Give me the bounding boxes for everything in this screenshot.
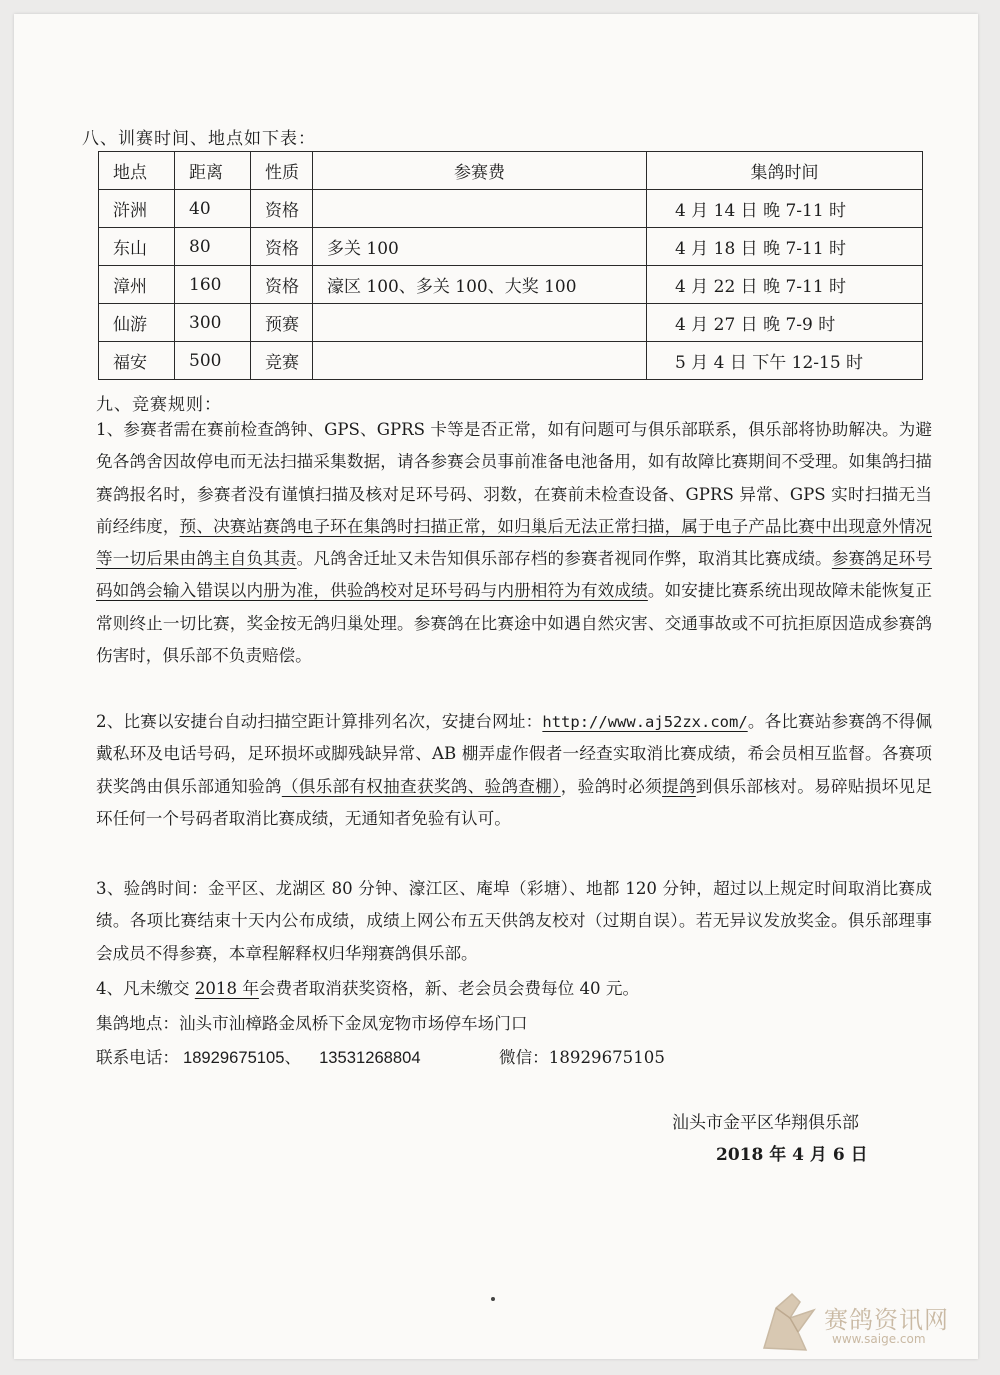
header-distance: 距离: [175, 152, 251, 190]
cell-place: 福安: [99, 342, 175, 380]
wechat: [499, 1044, 665, 1068]
rule-2-text-c: ，验鸽时必须: [560, 776, 663, 796]
rule-2-underline-b: 提鸽: [662, 776, 696, 796]
header-type: 性质: [251, 152, 313, 190]
rule-4-text-a: 4、凡未缴交: [96, 979, 195, 998]
watermark-name: 赛鸽资讯网: [824, 1306, 949, 1334]
rule-1-text-a: 1、参赛者需在赛前检查鸽钟、GPS、GPRS 卡等是否正常，如有问题可与俱乐部联系，俱乐部将协助解决。为避免各鸽舍因故停电而无法扫描采集数据，请各参赛会员事前准备电池备用，如有故障比赛期间不受理。如集鸽扫描赛鸽报名时，参赛者没有谨慎扫描及核对足环号码、羽数，在赛前未检查设备、GPRS 异常、GPS 实时扫描无当前经纬度，: [96, 420, 932, 536]
cell-type: 资格: [251, 266, 313, 304]
wechat-text: 微信：18929675105: [499, 1048, 665, 1067]
rule-2-text-a: 2、比赛以安捷台自动扫描空距计算排列名次，安捷台网址：: [96, 712, 543, 731]
stray-mark: [491, 1297, 495, 1301]
rule-1-underline-b: 参赛鸽足环号码如鸽会输入错误以内册为准，供验鸽校对足环号码与内册相符为有效成绩: [96, 549, 933, 601]
rule-2-underline-a: （俱乐部有权抽查获奖鸽、验鸽查棚）: [281, 776, 561, 796]
rule-2-text-d: 到俱乐部核对。易碎贴损坏见足环任何一个号码者取消比赛成绩，无通知者免验有认可。: [96, 776, 933, 828]
rule-3-paragraph: 3、验鸽时间：金平区、龙湖区 80 分钟、濠江区、庵埠（彩塘）、地都 120 分钟，超过以上规定时间取消比赛成绩。各项比赛结束十天内公布成绩，成绩上网公布五天供鸽友校对（过期自误）。若无异议发放奖金。俱乐部理事会成员不得参赛，本章程解释权归华翔赛鸽俱乐部。: [96, 879, 932, 963]
table-header-row: [99, 152, 923, 190]
cell-distance: 40: [175, 190, 251, 228]
pigeon-logo-icon: [756, 1288, 826, 1356]
cell-distance: 500: [175, 342, 251, 380]
rule-1-underline-a: 预、决赛站赛鸽电子环在集鸽时扫描正常，如归巢后无法正常扫描，属于电子产品比赛中出现意外情况等一切后果由鸽主自负其责: [96, 516, 933, 569]
rule-2-paragraph: [96, 706, 932, 835]
cell-type: 预赛: [251, 304, 313, 342]
cell-type: 竞赛: [251, 342, 313, 380]
cell-place: 浒洲: [99, 190, 175, 228]
cell-fee: [313, 342, 647, 380]
rule-2-text-b: 。各比赛站参赛鸽不得佩戴私环及电话号码，足环损坏或脚残缺异常、AB 棚弄虚作假者一经查实取消比赛成绩，希会员相互监督。各赛项获奖鸽由俱乐部通知验鸽: [96, 712, 933, 796]
cell-time: 4 月 22 日 晚 7-11 时: [647, 266, 923, 304]
table-row: [99, 190, 923, 228]
cell-type: 资格: [251, 190, 313, 228]
rule-2-url: http://www.aj52zx.com/: [542, 713, 748, 731]
rule-4-line: [96, 975, 639, 999]
header-time: 集鸽时间: [647, 152, 923, 190]
table-row: [99, 228, 923, 266]
cell-fee: [313, 304, 647, 342]
phone-2: 13531268804: [319, 1048, 421, 1067]
location-line: 集鸽地点：汕头市汕樟路金凤桥下金凤宠物市场停车场门口: [96, 1014, 528, 1033]
phone-1: 18929675105、: [182, 1048, 302, 1067]
header-fee: 参赛费: [313, 152, 647, 190]
watermark: [752, 1288, 962, 1358]
cell-place: 东山: [99, 228, 175, 266]
cell-distance: 80: [175, 228, 251, 266]
table-row: [99, 304, 923, 342]
cell-place: 漳州: [99, 266, 175, 304]
cell-distance: 160: [175, 266, 251, 304]
cell-fee: [313, 190, 647, 228]
cell-time: 4 月 14 日 晚 7-11 时: [647, 190, 923, 228]
section-8-title: 八、训赛时间、地点如下表：: [82, 129, 316, 149]
rule-4-text-b: 会费者取消获奖资格，新、老会员会费每位 40 元。: [258, 979, 640, 998]
cell-distance: 300: [175, 304, 251, 342]
table-row: [99, 342, 923, 380]
cell-place: 仙游: [99, 304, 175, 342]
signature-date: 2018 年 4 月 6 日: [716, 1145, 868, 1165]
cell-time: 4 月 27 日 晚 7-9 时: [647, 304, 923, 342]
rule-1-text-c: 。如安捷比赛系统出现故障未能恢复正常则终止一切比赛，奖金按无鸽归巢处理。参赛鸽在比赛途中如遇自然灾害、交通事故或不可抗拒原因造成参赛鸽伤害时，俱乐部不负责赔偿。: [96, 581, 932, 666]
rule-1-text-b: 。凡鸽舍迁址又未告知俱乐部存档的参赛者视同作弊，取消其比赛成绩。: [296, 549, 832, 569]
table-row: [99, 266, 923, 304]
cell-type: 资格: [251, 228, 313, 266]
signature-org: 汕头市金平区华翔俱乐部: [672, 1113, 859, 1133]
cell-time: 4 月 18 日 晚 7-11 时: [647, 228, 923, 266]
rule-4-underline: 2018 年: [194, 979, 259, 998]
rule-1-paragraph: [96, 414, 932, 672]
header-place: 地点: [99, 152, 175, 190]
cell-time: 5 月 4 日 下午 12-15 时: [647, 342, 923, 380]
section-9-title: 九、竞赛规则：: [96, 395, 222, 415]
cell-fee: 濠区 100、多关 100、大奖 100: [313, 266, 647, 304]
phone-line: [96, 1044, 421, 1068]
cell-fee: 多关 100: [313, 228, 647, 266]
schedule-table: [98, 151, 923, 380]
watermark-url: www.saige.com: [832, 1332, 926, 1346]
phone-label: 联系电话：: [96, 1048, 179, 1067]
